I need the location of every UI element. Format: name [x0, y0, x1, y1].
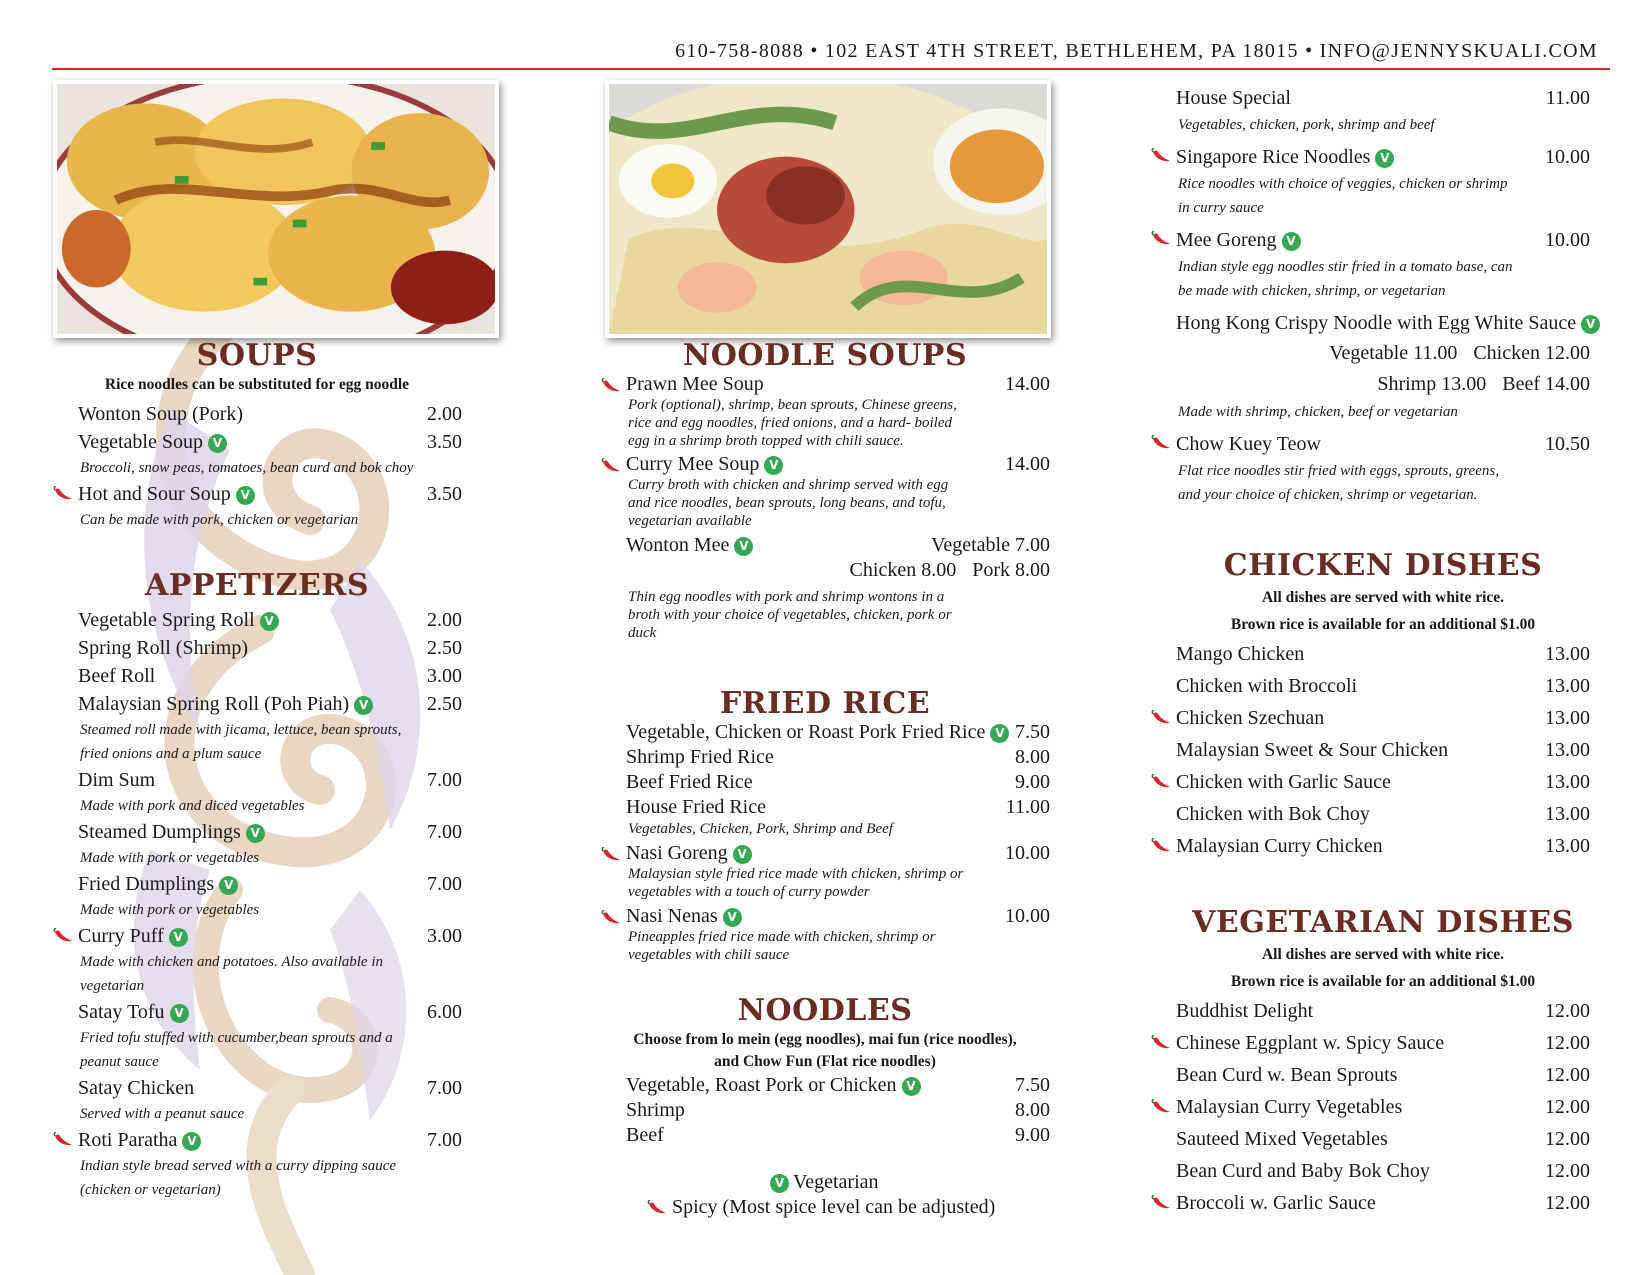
item-description: Pork (optional), shrimp, bean sprouts, Chinese greens,	[628, 397, 957, 413]
item-price: 7.00	[427, 1077, 462, 1099]
chili-pepper-icon	[1150, 710, 1172, 726]
item-price: Vegetable 11.00	[1329, 342, 1458, 364]
menu-item: Chicken with Garlic Sauce 13.00	[1150, 766, 1590, 798]
item-description: Made with pork and diced vegetables	[80, 798, 305, 814]
menu-item: Singapore Rice Noodles V 10.00 Rice noodles with choice of veggies, chicken or shrimp in curry sauce	[1150, 142, 1590, 220]
chili-pepper-icon	[52, 486, 74, 502]
menu-item: Vegetable, Roast Pork or Chicken V 7.50	[626, 1074, 1050, 1096]
item-price: 14.00	[1005, 453, 1050, 475]
menu-item: Wonton Mee V Vegetable 7.00 Chicken 8.00 Pork 8.00 Thin egg noodles with pork and shrimp wontons in a broth with your choice of vegetables, chicken, pork or duck	[626, 534, 1050, 641]
chili-pepper-icon	[1150, 148, 1172, 164]
item-description: vegetables with chili sauce	[628, 947, 790, 963]
item-description: be made with chicken, shrimp, or vegetarian	[1178, 283, 1446, 299]
item-price: 7.50	[1015, 1074, 1050, 1096]
item-price: 12.00	[1545, 1160, 1590, 1182]
vegetarian-icon: V	[246, 824, 265, 843]
item-price: 8.00	[1015, 1099, 1050, 1121]
item-price: 8.00	[1015, 746, 1050, 768]
item-description: Broccoli, snow peas, tomatoes, bean curd and bok choy	[80, 460, 414, 476]
menu-item: Malaysian Sweet & Sour Chicken 13.00	[1150, 734, 1590, 766]
menu-item: Malaysian Curry Vegetables 12.00	[1150, 1091, 1590, 1123]
menu-item: Beef Roll 3.00	[52, 662, 462, 690]
item-price-options	[1176, 369, 1590, 400]
chili-pepper-icon	[600, 378, 622, 394]
vegetarian-icon: V	[902, 1077, 921, 1096]
menu-item: Shrimp 8.00	[626, 1099, 1050, 1121]
item-price: 14.00	[1005, 373, 1050, 395]
item-description: Made with chicken and potatoes. Also available in	[80, 954, 384, 970]
item-price: 13.00	[1545, 643, 1590, 665]
item-price: 7.00	[427, 821, 462, 843]
item-price: 13.00	[1545, 835, 1590, 857]
menu-item: Chicken Szechuan 13.00	[1150, 702, 1590, 734]
soups-section	[52, 338, 462, 532]
section-note: Brown rice is available for an additional $1.00	[1230, 973, 1536, 990]
item-description: Pineapples fried rice made with chicken, shrimp or	[628, 929, 936, 945]
contact-info: 610-758-8088 • 102 EAST 4TH STREET, BETHLEHEM, PA 18015 • INFO@JENNYSKUALI.COM	[675, 40, 1598, 62]
item-description: Vegetables, chicken, pork, shrimp and beef	[1178, 117, 1435, 133]
section-note: All dishes are served with white rice.	[1261, 946, 1505, 963]
section-note: Rice noodles can be substituted for egg noodle	[104, 376, 410, 393]
menu-item: Chicken with Broccoli 13.00	[1150, 670, 1590, 702]
item-price: Chicken 8.00	[849, 559, 957, 581]
vegetarian-icon: V	[764, 456, 783, 475]
vegetarian-icon: V	[723, 908, 742, 927]
noodle-soups-section	[600, 338, 1050, 642]
vegetarian-icon: V	[733, 845, 752, 864]
item-price: 13.00	[1545, 675, 1590, 697]
house-specials-section	[1150, 83, 1596, 507]
menu-item: Curry Mee Soup V 14.00 Curry broth with chicken and shrimp served with egg and rice noodles, bean sprouts, long beans, and tofu, vegetarian available	[600, 452, 1050, 530]
item-description: vegetarian available	[628, 513, 752, 529]
item-price-options	[1176, 338, 1590, 369]
item-description: Thin egg noodles with pork and shrimp wontons in a	[628, 589, 945, 605]
menu-item: Satay Chicken 7.00 Served with a peanut sauce	[52, 1074, 462, 1126]
item-description: and rice noodles, bean sprouts, long beans, and tofu,	[628, 495, 946, 511]
item-price: 10.50	[1545, 433, 1590, 455]
section-title: VEGETARIAN DISHES	[1192, 905, 1574, 940]
section-title: APPETIZERS	[145, 568, 369, 603]
chili-pepper-icon	[600, 458, 622, 474]
menu-item: Nasi Nenas V 10.00 Pineapples fried rice made with chicken, shrimp or vegetables with chili sauce	[600, 904, 1050, 964]
item-price-options	[626, 558, 1050, 582]
section-note: Brown rice is available for an additional $1.00	[1230, 616, 1536, 633]
vegetarian-icon: V	[219, 876, 238, 895]
appetizers-section	[52, 568, 462, 1202]
menu-item: Beef 9.00	[626, 1124, 1050, 1146]
vegetarian-icon: V	[1581, 315, 1600, 334]
chili-pepper-icon	[600, 910, 622, 926]
item-price: 12.00	[1545, 1032, 1590, 1054]
menu-item: Vegetable Soup V 3.50 Broccoli, snow peas, tomatoes, bean curd and bok choy	[52, 428, 462, 480]
menu-item: Satay Tofu V 6.00 Fried tofu stuffed with cucumber,bean sprouts and a peanut sauce	[52, 998, 462, 1074]
vegetarian-icon: V	[770, 1174, 789, 1193]
menu-item: Vegetable, Chicken or Roast Pork Fried Rice V 7.50	[626, 721, 1050, 743]
wonton-dumplings-photo	[53, 80, 499, 338]
vegetarian-icon: V	[170, 1004, 189, 1023]
vegetarian-icon: V	[990, 724, 1009, 743]
item-description: broth with your choice of vegetables, chicken, pork or	[628, 607, 952, 623]
item-price: 11.00	[1005, 796, 1050, 818]
vegetarian-icon: V	[169, 928, 188, 947]
chili-pepper-icon	[52, 1132, 74, 1148]
menu-item: Mee Goreng V 10.00 Indian style egg noodles stir fried in a tomato base, can be made with chicken, shrimp, or vegetarian	[1150, 225, 1590, 303]
item-price: 7.00	[427, 769, 462, 791]
menu-column-middle	[600, 0, 1050, 1275]
item-description: Made with pork or vegetables	[80, 850, 260, 866]
menu-item: Malaysian Curry Chicken 13.00	[1150, 830, 1590, 862]
item-description: Served with a peanut sauce	[80, 1106, 245, 1122]
item-description: Indian style egg noodles stir fried in a tomato base, can	[1178, 259, 1513, 275]
item-price: 10.00	[1545, 146, 1590, 168]
item-price: 10.00	[1005, 842, 1050, 864]
vegetarian-icon: V	[260, 612, 279, 631]
menu-item: Chicken with Bok Choy 13.00	[1150, 798, 1590, 830]
item-price: 12.00	[1545, 1096, 1590, 1118]
item-description: (chicken or vegetarian)	[80, 1182, 221, 1198]
menu-item: Beef Fried Rice 9.00	[626, 771, 1050, 793]
chili-pepper-icon	[1150, 838, 1172, 854]
section-title: FRIED RICE	[719, 686, 931, 721]
item-description: Rice noodles with choice of veggies, chicken or shrimp	[1178, 176, 1508, 192]
section-note: Choose from lo mein (egg noodles), mai fun (rice noodles),	[633, 1031, 1017, 1048]
menu-item: Shrimp Fried Rice 8.00	[626, 746, 1050, 768]
item-description: fried onions and a plum sauce	[80, 746, 262, 762]
item-price: Pork 8.00	[972, 559, 1050, 581]
item-price: 10.00	[1005, 905, 1050, 927]
menu-item: House Special 11.00 Vegetables, chicken, pork, shrimp and beef	[1150, 83, 1590, 137]
menu-item: Roti Paratha V 7.00 Indian style bread served with a curry dipping sauce (chicken or vegetarian)	[52, 1126, 462, 1202]
section-title: SOUPS	[196, 338, 318, 373]
item-price: 13.00	[1545, 707, 1590, 729]
item-price: 2.50	[427, 693, 462, 715]
chili-pepper-icon	[600, 847, 622, 863]
menu-item: Wonton Soup (Pork) 2.00	[52, 400, 462, 428]
menu-item: Fried Dumplings V 7.00 Made with pork or vegetables	[52, 870, 462, 922]
item-description: Made with pork or vegetables	[80, 902, 260, 918]
item-price: 13.00	[1545, 803, 1590, 825]
item-price: 12.00	[1545, 1064, 1590, 1086]
item-description: peanut sauce	[80, 1054, 159, 1070]
item-price: 3.00	[427, 665, 462, 687]
item-price: 12.00	[1545, 1128, 1590, 1150]
menu-item: Broccoli w. Garlic Sauce 12.00	[1150, 1187, 1590, 1219]
item-price: Chicken 12.00	[1473, 342, 1590, 364]
item-price: 7.50	[1015, 721, 1050, 743]
chicken-dishes-section	[1150, 548, 1590, 862]
chili-pepper-icon	[1150, 1099, 1172, 1115]
chili-pepper-icon	[1150, 1195, 1172, 1211]
item-price: 12.00	[1545, 1000, 1590, 1022]
chili-pepper-icon	[646, 1200, 668, 1216]
chili-pepper-icon	[1150, 435, 1172, 451]
section-note: and Chow Fun (Flat rice noodles)	[714, 1053, 936, 1070]
item-description: rice and egg noodles, fried onions, and a hard- boiled	[628, 415, 952, 431]
vegetarian-icon: V	[734, 537, 753, 556]
item-description: Curry broth with chicken and shrimp served with egg	[628, 477, 949, 493]
menu-item: Chow Kuey Teow 10.50 Flat rice noodles stir fried with eggs, sprouts, greens, and your choice of chicken, shrimp or vegetarian.	[1150, 429, 1590, 507]
vegetarian-icon: V	[1375, 149, 1394, 168]
item-description: duck	[628, 625, 657, 641]
item-price: Vegetable 7.00	[931, 534, 1050, 556]
menu-item: Bean Curd w. Bean Sprouts 12.00	[1150, 1059, 1590, 1091]
menu-item: Buddhist Delight 12.00	[1150, 995, 1590, 1027]
menu-item: Hong Kong Crispy Noodle with Egg White Sauce V Vegetable 11.00 Chicken 12.00 Shrimp 13.00 Beef 14.00 Made with shrimp, chicken, beef or vegetarian	[1150, 308, 1590, 424]
section-note: All dishes are served with white rice.	[1261, 589, 1505, 606]
item-price: 7.00	[427, 1129, 462, 1151]
menu-item: House Fried Rice 11.00 Vegetables, Chicken, Pork, Shrimp and Beef	[626, 796, 1050, 837]
item-description: Flat rice noodles stir fried with eggs, sprouts, greens,	[1178, 463, 1499, 479]
item-description: vegetarian	[80, 978, 145, 994]
vegetarian-icon: V	[236, 486, 255, 505]
item-description: Can be made with pork, chicken or vegetarian	[80, 512, 359, 528]
item-price: 9.00	[1015, 771, 1050, 793]
menu-item: Sauteed Mixed Vegetables 12.00	[1150, 1123, 1590, 1155]
menu-item: Chinese Eggplant w. Spicy Sauce 12.00	[1150, 1027, 1590, 1059]
menu-item: Dim Sum 7.00 Made with pork and diced vegetables	[52, 766, 462, 818]
section-title: NOODLES	[737, 993, 913, 1028]
menu-item: Steamed Dumplings V 7.00 Made with pork or vegetables	[52, 818, 462, 870]
item-price: Shrimp 13.00	[1377, 373, 1487, 395]
menu-item: Nasi Goreng V 10.00 Malaysian style fried rice made with chicken, shrimp or vegetables with a touch of curry powder	[600, 841, 1050, 901]
item-description: in curry sauce	[1178, 200, 1264, 216]
item-price: 2.50	[427, 637, 462, 659]
item-price: 11.00	[1545, 87, 1590, 109]
vegetarian-icon: V	[1282, 232, 1301, 251]
item-price: Beef 14.00	[1502, 373, 1590, 395]
item-description: Steamed roll made with jicama, lettuce, bean sprouts,	[80, 722, 402, 738]
vegetarian-icon: V	[354, 696, 373, 715]
vegetarian-icon: V	[182, 1132, 201, 1151]
section-title: NOODLE SOUPS	[682, 338, 968, 373]
menu-item: Mango Chicken 13.00	[1150, 638, 1590, 670]
menu-column-left	[52, 0, 502, 1275]
chili-pepper-icon	[1150, 774, 1172, 790]
item-price: 13.00	[1545, 771, 1590, 793]
item-description: Indian style bread served with a curry dipping sauce	[80, 1158, 397, 1174]
fried-rice-section	[600, 686, 1050, 964]
item-price: 10.00	[1545, 229, 1590, 251]
item-price: 12.00	[1545, 1192, 1590, 1214]
menu-item: Spring Roll (Shrimp) 2.50	[52, 634, 462, 662]
noodle-soup-photo	[605, 80, 1051, 338]
item-price: 2.00	[427, 403, 462, 425]
menu-item: Malaysian Spring Roll (Poh Piah) V 2.50 Steamed roll made with jicama, lettuce, bean sprouts, fried onions and a plum sauce	[52, 690, 462, 766]
item-price: 3.50	[427, 483, 462, 505]
item-price: 9.00	[1015, 1124, 1050, 1146]
item-description: Made with shrimp, chicken, beef or vegetarian	[1178, 404, 1458, 420]
menu-item: Curry Puff V 3.00 Made with chicken and potatoes. Also available in vegetarian	[52, 922, 462, 998]
noodles-section	[600, 993, 1050, 1148]
item-price: 2.00	[427, 609, 462, 631]
vegetarian-dishes-section	[1150, 905, 1590, 1219]
legend-spicy: Spicy (Most spice level can be adjusted)	[646, 1195, 995, 1220]
item-description: vegetables with a touch of curry powder	[628, 884, 870, 900]
menu-item: Hot and Sour Soup V 3.50 Can be made with pork, chicken or vegetarian	[52, 480, 462, 532]
menu-item: Prawn Mee Soup 14.00 Pork (optional), shrimp, bean sprouts, Chinese greens, rice and egg noodles, fried onions, and a hard- boiled egg in a shrimp broth topped with chili sauce.	[600, 372, 1050, 450]
chili-pepper-icon	[1150, 1035, 1172, 1051]
item-description: and your choice of chicken, shrimp or vegetarian.	[1178, 487, 1478, 503]
vegetarian-icon: V	[208, 434, 227, 453]
item-price: 3.50	[427, 431, 462, 453]
legend-vegetarian: V Vegetarian	[770, 1170, 879, 1195]
item-price: 3.00	[427, 925, 462, 947]
chili-pepper-icon	[1150, 231, 1172, 247]
item-price: 13.00	[1545, 739, 1590, 761]
item-description: Fried tofu stuffed with cucumber,bean sprouts and a	[80, 1030, 393, 1046]
menu-item: Bean Curd and Baby Bok Choy 12.00	[1150, 1155, 1590, 1187]
section-title: CHICKEN DISHES	[1223, 548, 1543, 583]
menu-item: Vegetable Spring Roll V 2.00	[52, 606, 462, 634]
item-description: egg in a shrimp broth topped with chili sauce.	[628, 433, 904, 449]
item-description: Vegetables, Chicken, Pork, Shrimp and Beef	[628, 821, 893, 837]
item-price: 7.00	[427, 873, 462, 895]
item-description: Malaysian style fried rice made with chicken, shrimp or	[628, 866, 964, 882]
item-price: 6.00	[427, 1001, 462, 1023]
menu-column-right	[1150, 0, 1610, 1275]
chili-pepper-icon	[52, 928, 74, 944]
